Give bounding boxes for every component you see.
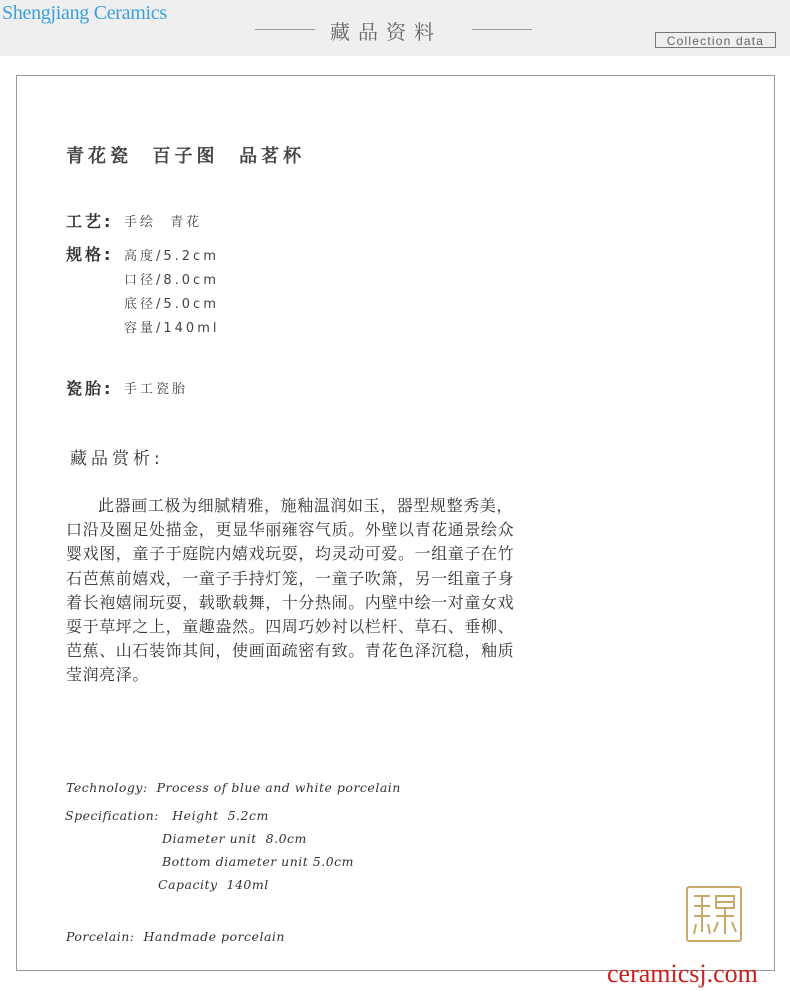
product-title: 青花瓷 百子图 品茗杯 — [66, 146, 306, 167]
spec-bottom: 底径/5.0cm — [124, 297, 219, 312]
en-spec-bottom: Bottom diameter unit 5.0cm — [162, 854, 355, 869]
en-spec-height: Specification: Height 5.2cm — [65, 808, 269, 823]
spec-capacity: 容量/140ml — [124, 321, 220, 336]
en-technology: Technology: Process of blue and white porcelain — [66, 780, 401, 795]
en-spec-capacity: Capacity 140ml — [158, 877, 269, 892]
craft-value: 手绘 青花 — [124, 215, 203, 230]
en-spec-diameter: Diameter unit 8.0cm — [162, 831, 307, 846]
spec-diameter: 口径/8.0cm — [124, 273, 219, 288]
seal-stamp-icon — [686, 886, 742, 942]
body-value: 手工瓷胎 — [124, 382, 189, 397]
craft-label: 工艺: — [66, 212, 114, 231]
spec-height: 高度/5.2cm — [124, 249, 219, 264]
analysis-title: 藏品赏析: — [70, 449, 164, 469]
brand-logo[interactable]: Shengjiang Ceramics — [2, 2, 167, 24]
header-divider-left — [255, 29, 315, 30]
header-divider-right — [472, 29, 532, 30]
collection-data-badge: Collection data — [655, 32, 776, 48]
size-label: 规格: — [66, 245, 114, 264]
watermark-text[interactable]: ceramicsj.com — [607, 959, 758, 988]
header-bar — [0, 0, 790, 56]
analysis-text: 此器画工极为细腻精雅，施釉温润如玉，器型规整秀美，口沿及圈足处描金，更显华丽雍容气质。外壁以青花通景绘众婴戏图，童子于庭院内嬉戏玩耍，均灵动可爱。一组童子在竹石芭蕉前嬉戏，一童子手持灯笼，一童子吹箫，另一组童子身着长袍嬉闹玩耍，载歌载舞，十分热闹。内壁中绘一对童女戏耍于草坪之上，童趣盎然。四周巧妙衬以栏杆、草石、垂柳、芭蕉、山石装饰其间，使画面疏密有致。青花色泽沉稳，釉质莹润亮泽。 — [66, 496, 515, 685]
body-label: 瓷胎: — [66, 379, 114, 398]
en-porcelain: Porcelain: Handmade porcelain — [66, 929, 285, 944]
page-title: 藏品资料 — [330, 20, 442, 44]
